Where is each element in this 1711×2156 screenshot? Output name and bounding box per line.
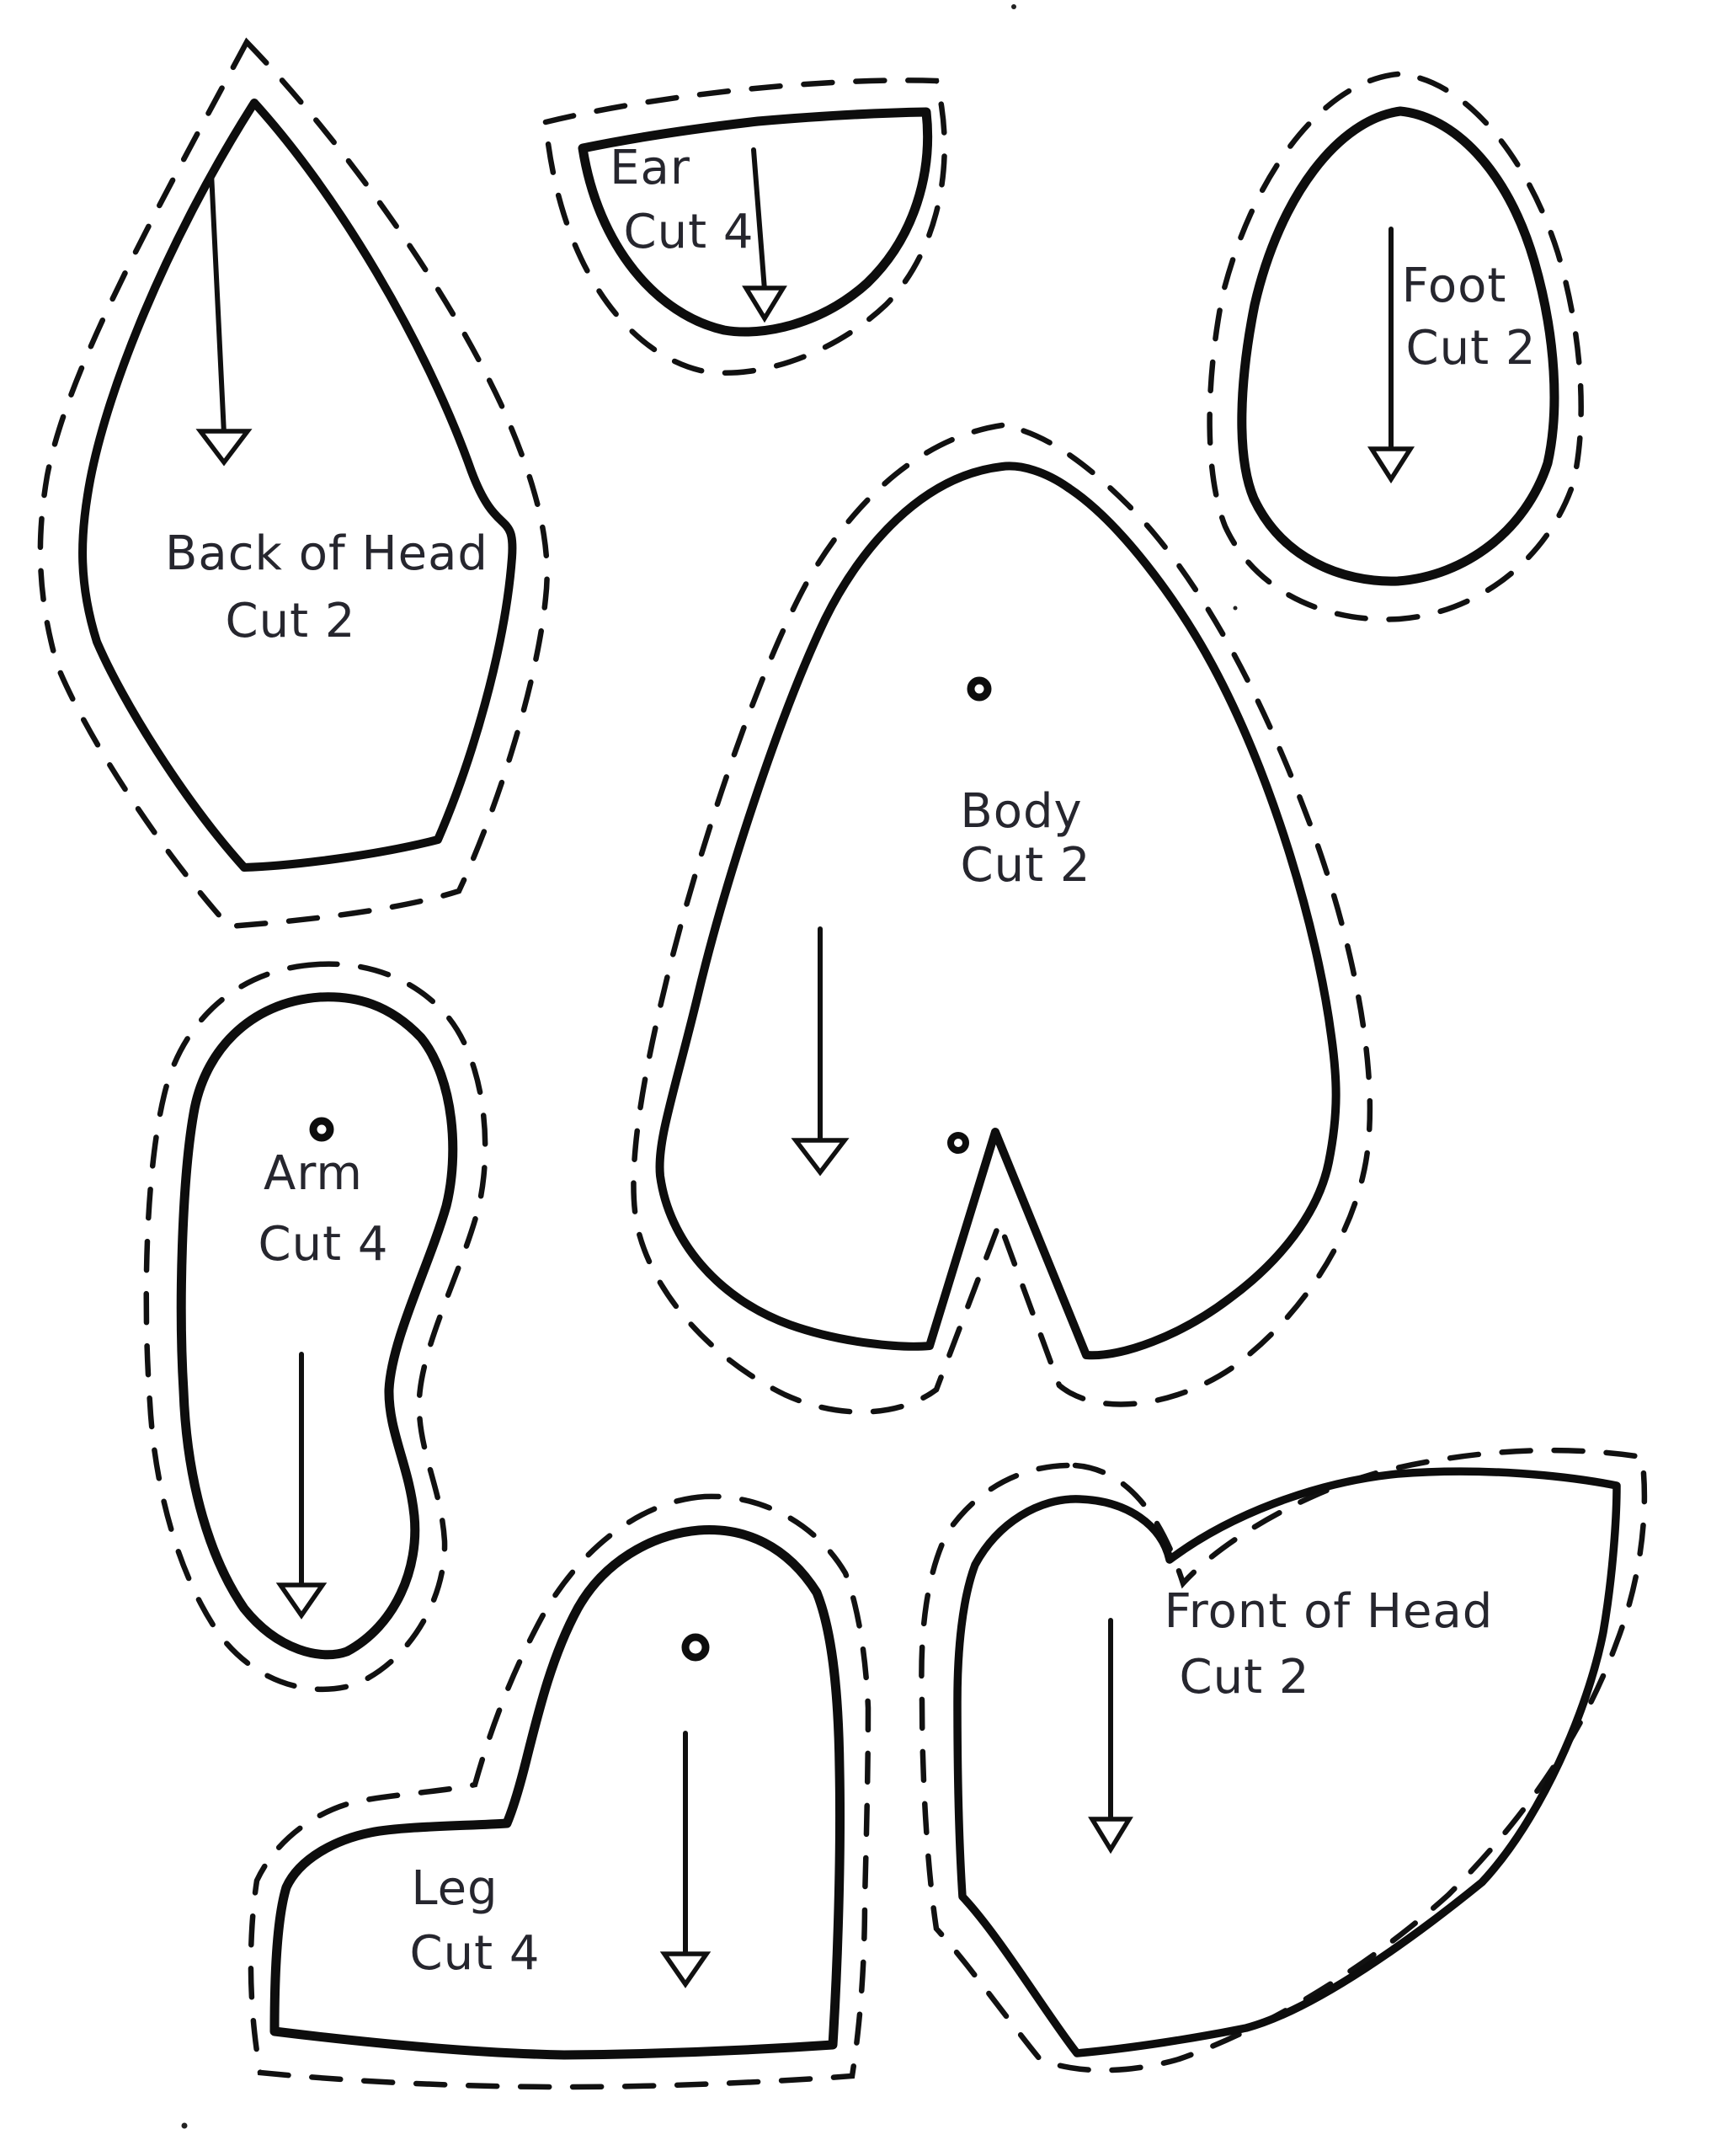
scan-speck xyxy=(1234,606,1238,611)
cut-line xyxy=(957,1471,1617,2053)
piece-cut-label: Cut 4 xyxy=(258,1217,389,1272)
piece-name-label: Leg xyxy=(411,1861,498,1916)
pattern-piece-back-of-head xyxy=(40,42,547,926)
grain-line-arrow xyxy=(1092,1620,1129,1849)
seam-allowance-dashed-line xyxy=(921,1450,1644,2070)
scan-speck xyxy=(1011,4,1016,9)
piece-name-label: Foot xyxy=(1401,259,1507,313)
grain-line-arrow xyxy=(796,929,845,1172)
pattern-piece-arm xyxy=(147,964,485,1689)
placement-dot-mark xyxy=(951,1135,966,1150)
piece-name-label: Arm xyxy=(264,1146,363,1201)
pattern-piece-front-of-head xyxy=(921,1450,1644,2070)
cut-line xyxy=(83,103,512,867)
seam-allowance-dashed-line xyxy=(147,964,485,1689)
piece-name-label: Ear xyxy=(610,141,690,195)
pattern-piece-foot xyxy=(1210,74,1581,619)
placement-dot-mark xyxy=(685,1637,706,1657)
piece-cut-label: Cut 4 xyxy=(623,205,754,259)
cut-line xyxy=(275,1530,840,2055)
piece-name-label: Body xyxy=(960,784,1083,839)
cut-line xyxy=(659,466,1335,1355)
piece-name-label: Back of Head xyxy=(165,526,488,581)
pattern-piece-leg xyxy=(251,1497,868,2087)
piece-name-label: Front of Head xyxy=(1164,1584,1494,1639)
grain-line-arrow xyxy=(200,173,248,462)
piece-cut-label: Cut 2 xyxy=(225,594,356,648)
seam-allowance-dashed-line xyxy=(251,1497,868,2087)
placement-dot-mark xyxy=(971,680,988,697)
cut-line xyxy=(181,997,452,1655)
scan-speck xyxy=(182,2123,188,2129)
piece-cut-label: Cut 2 xyxy=(1179,1650,1310,1705)
grain-line-arrow xyxy=(664,1733,706,1984)
grain-line-arrow xyxy=(280,1354,322,1615)
piece-cut-label: Cut 2 xyxy=(960,838,1091,893)
placement-dot-mark xyxy=(313,1121,330,1138)
piece-cut-label: Cut 4 xyxy=(409,1926,541,1981)
piece-cut-label: Cut 2 xyxy=(1405,321,1537,376)
seam-allowance-dashed-line xyxy=(40,42,547,926)
pattern-piece-ear xyxy=(546,80,945,372)
